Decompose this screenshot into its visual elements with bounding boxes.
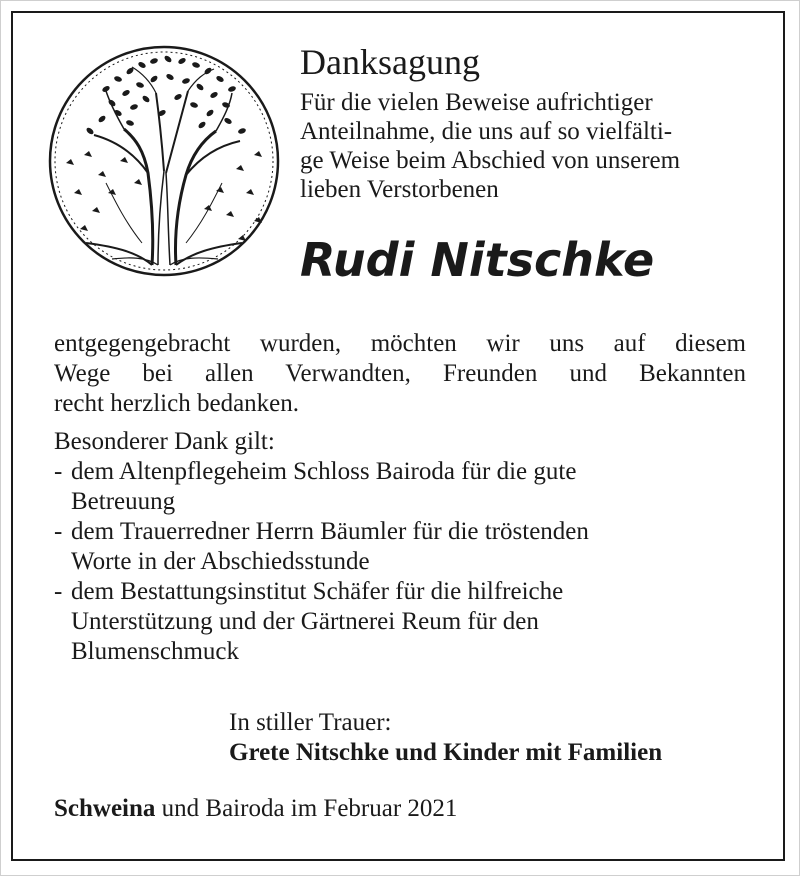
- bullet-dash: -: [54, 578, 63, 605]
- special-thanks: [54, 427, 754, 667]
- body-text: [54, 329, 746, 419]
- deceased-name: Rudi Nitschke: [300, 233, 655, 287]
- bullet-dash: -: [54, 518, 63, 545]
- intro-line: Anteilnahme, die uns auf so vielfälti-: [300, 118, 673, 145]
- thanks-line: dem Trauerredner Herrn Bäumler für die tröstenden: [71, 518, 589, 545]
- place-date-rest: und Bairoda im Februar 2021: [155, 795, 458, 822]
- special-thanks-title: Besonderer Dank gilt:: [54, 428, 275, 455]
- thanks-item: [54, 577, 754, 667]
- thanks-item: [54, 517, 754, 577]
- thanks-line: dem Altenpflegeheim Schloss Bairoda für die gute: [71, 458, 577, 485]
- notice-heading: Danksagung: [300, 42, 480, 82]
- tree-of-life-icon: [46, 43, 282, 279]
- thanks-item: [54, 457, 754, 517]
- body-line: Wege bei allen Verwandten, Freunden und Bekannten: [54, 360, 746, 387]
- intro-line: Für die vielen Beweise aufrichtiger: [300, 89, 653, 116]
- thanks-line: Betreuung: [71, 488, 176, 515]
- body-line: entgegengebracht wurden, möchten wir uns auf diesem: [54, 330, 746, 357]
- intro-line: lieben Verstorbenen: [300, 176, 499, 203]
- thanks-line: dem Bestattungsinstitut Schäfer für die hilfreiche: [71, 578, 564, 605]
- bullet-dash: -: [54, 458, 63, 485]
- intro-line: ge Weise beim Abschied von unserem: [300, 147, 681, 174]
- signature-label: In stiller Trauer:: [229, 709, 392, 736]
- signature-family: Grete Nitschke und Kinder mit Familien: [229, 739, 663, 766]
- thanks-line: Worte in der Abschiedsstunde: [71, 548, 370, 575]
- thanks-line: Unterstützung und der Gärtnerei Reum für den: [71, 608, 539, 635]
- place-date: [54, 794, 457, 824]
- thanks-line: Blumenschmuck: [71, 638, 240, 665]
- intro-text: [300, 88, 760, 204]
- body-line: recht herzlich bedanken.: [54, 390, 300, 417]
- place-bold: Schweina: [54, 795, 156, 822]
- signature: [229, 708, 662, 768]
